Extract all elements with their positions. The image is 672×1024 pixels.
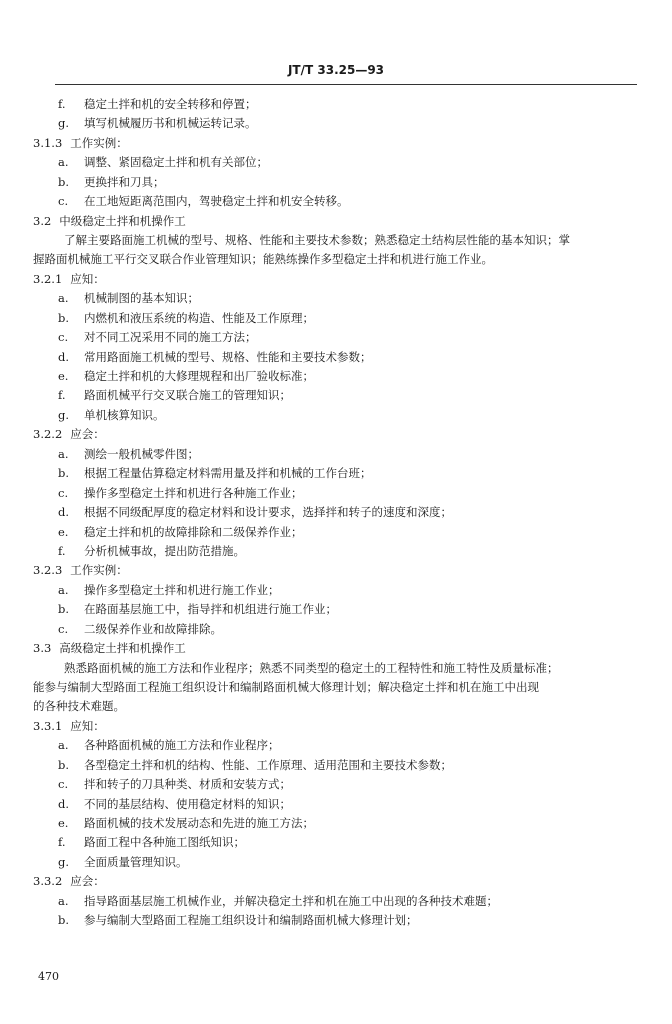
list-item-label: b. [58,310,70,325]
list-item [58,524,303,540]
list-item [58,174,165,190]
list-item-text: 根据不同级配厚度的稳定材料和设计要求，选择拌和转子的速度和深度； [84,505,452,519]
list-item-text: 路面机械的技术发展动态和先进的施工方法； [84,815,314,830]
list-item [58,310,314,326]
list-item-text: 二级保养作业和故障排除。 [84,621,222,636]
list-item-label: c. [58,485,69,500]
list-item-text: 路面工程中各种施工图纸知识； [84,835,245,850]
list-item [58,387,291,403]
section-heading [33,718,105,734]
list-item-label: b. [58,466,70,481]
list-item-label: c. [58,194,69,209]
list-item-text: 调整、紧固稳定土拌和机有关部位； [84,155,268,170]
list-item-text: 稳定土拌和机的故障排除和二级保养作业； [84,524,303,539]
section-title: 工作实例： [70,563,128,578]
list-item-text: 在工地短距离范围内，驾驶稳定土拌和机安全转移。 [84,194,349,209]
section-number: 3.3.1 [33,718,63,733]
list-item [58,290,199,306]
list-item [58,96,257,112]
list-item-text: 不同的基层结构、使用稳定材料的知识； [84,796,291,811]
paragraph-line: 熟悉路面机械的施工方法和作业程序；熟悉不同类型的稳定土的工程特性和施工特性及质量标准； [64,660,559,675]
list-item-text: 机械制图的基本知识； [84,291,199,306]
list-item [58,543,245,559]
paragraph-continuation: 能参与编制大型路面工程施工组织设计和编制路面机械大修理计划；解决稳定土拌和机在施工中出现 [33,679,539,694]
section-number: 3.2 [33,213,52,228]
list-item-text: 对不同工况采用不同的施工方法； [84,330,257,345]
list-item [58,893,498,909]
section-heading [33,873,105,889]
list-item-label: d. [58,796,70,811]
list-item-label: e. [58,369,69,383]
list-item-text: 分析机械事故，提出防范措施。 [84,543,245,558]
list-item-label: f. [58,97,66,111]
list-item-label: g. [58,854,70,869]
list-item-label: e. [58,815,69,830]
list-item [58,912,418,928]
list-item-label: f. [58,543,66,558]
list-item-label: b. [58,757,70,772]
list-item-text: 稳定土拌和机的大修理规程和出厂验收标准； [84,369,314,383]
list-item-label: c. [58,621,69,636]
list-item-text: 拌和转子的刀具种类、材质和安装方式； [84,777,291,791]
section-heading [33,562,128,578]
list-item [58,621,222,637]
list-item-label: a. [58,155,69,170]
paragraph-line: 了解主要路面施工机械的型号、规格、性能和主要技术参数；熟悉稳定土结构层性能的基本知识；掌 [64,233,570,247]
list-item [58,815,314,831]
list-item-label: a. [58,582,69,597]
list-item [58,446,199,462]
section-heading [33,135,128,151]
list-item [58,368,314,384]
list-item-label: a. [58,291,69,306]
paragraph-continuation: 握路面机械施工平行交叉联合作业管理知识；能熟练操作多型稳定土拌和机进行施工作业。 [33,252,493,267]
list-item-label: b. [58,913,70,928]
list-item-text: 在路面基层施工中，指导拌和机组进行施工作业； [84,602,337,617]
page-number: 470 [38,970,59,983]
list-item [58,776,291,792]
list-item-text: 填写机械履历书和机械运转记录。 [84,116,257,131]
list-item-label: a. [58,738,69,753]
list-item-label: b. [58,602,70,617]
section-title: 高级稳定土拌和机操作工 [59,641,186,655]
section-number: 3.3 [33,641,52,655]
list-item-text: 内燃机和液压系统的构造、性能及工作原理； [84,310,314,325]
section-title: 应会： [70,874,105,889]
list-item-label: g. [58,116,70,131]
list-item [58,854,188,870]
list-item-text: 操作多型稳定土拌和机进行施工作业； [84,582,280,597]
list-item-text: 各型稳定土拌和机的结构、性能、工作原理、适用范围和主要技术参数； [84,757,452,772]
list-item-text: 单机核算知识。 [84,407,165,422]
paragraph-continuation: 的各种技术难题。 [33,699,125,714]
list-item [58,329,257,345]
list-item-label: e. [58,524,69,539]
list-item [58,193,349,209]
section-heading [33,426,105,442]
list-item-text: 各种路面机械的施工方法和作业程序； [84,738,280,753]
list-item-label: a. [58,446,69,461]
list-item-text: 测绘一般机械零件图； [84,446,199,461]
list-item-label: g. [58,407,70,422]
list-item-label: d. [58,505,70,519]
list-item [58,582,280,598]
list-item-text: 指导路面基层施工机械作业，并解决稳定土拌和机在施工中出现的各种技术难题； [84,893,498,908]
list-item [58,796,291,812]
list-item-label: b. [58,174,70,189]
list-item-label: f. [58,835,66,850]
section-title: 应知： [70,718,105,733]
list-item [58,407,165,423]
list-item-text: 稳定土拌和机的安全转移和停置； [84,97,257,111]
list-item [58,757,452,773]
list-item-text: 更换拌和刀具； [84,174,165,189]
section-title: 中级稳定土拌和机操作工 [59,213,186,228]
section-number: 3.2.1 [33,271,63,286]
section-number: 3.1.3 [33,135,63,150]
list-item-text: 路面机械平行交叉联合施工的管理知识； [84,388,291,403]
list-item [58,485,303,501]
list-item [58,834,245,850]
list-item [58,465,372,481]
section-title: 应知： [70,271,105,286]
list-item-label: a. [58,893,69,908]
list-item-label: c. [58,330,69,345]
page-header: JT/T 33.25—93 [287,63,385,77]
list-item-label: f. [58,388,66,403]
section-heading [33,640,186,656]
section-number: 3.2.3 [33,563,63,578]
list-item [58,737,280,753]
list-item-text: 根据工程量估算稳定材料需用量及拌和机械的工作台班； [84,466,372,481]
list-item-text: 参与编制大型路面工程施工组织设计和编制路面机械大修理计划； [84,913,418,928]
section-number: 3.3.2 [33,874,63,889]
section-heading [33,271,105,287]
list-item-text: 全面质量管理知识。 [84,854,188,869]
list-item [58,504,452,520]
list-item [58,349,372,365]
list-item [58,601,337,617]
section-title: 工作实例： [70,135,128,150]
section-heading [33,213,186,229]
list-item-text: 常用路面施工机械的型号、规格、性能和主要技术参数； [84,349,372,364]
list-item [58,115,257,131]
section-number: 3.2.2 [33,427,63,442]
section-title: 应会： [70,427,105,442]
list-item-text: 操作多型稳定土拌和机进行各种施工作业； [84,485,303,500]
list-item-label: d. [58,349,70,364]
list-item-label: c. [58,777,69,791]
list-item [58,154,268,170]
header-rule [55,84,637,85]
